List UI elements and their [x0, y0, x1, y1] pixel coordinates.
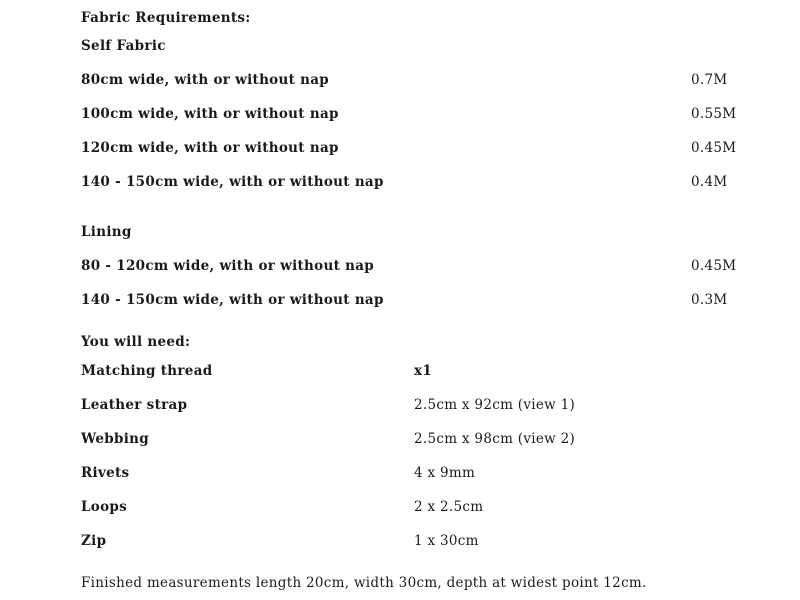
self-fabric-row-value: 0.45M: [691, 140, 737, 156]
self-fabric-row-value: 0.4M: [691, 174, 728, 190]
notion-row-label: Webbing: [81, 431, 150, 447]
notion-row-label: Loops: [81, 499, 128, 515]
self-fabric-heading: Self Fabric: [81, 38, 166, 54]
fabric-requirements-heading: Fabric Requirements:: [81, 10, 251, 26]
notions-heading: You will need:: [81, 334, 191, 350]
self-fabric-row-value: 0.7M: [691, 72, 728, 88]
notion-row-value: x1: [414, 363, 433, 379]
notion-row-label: Leather strap: [81, 397, 188, 413]
notion-row-label: Rivets: [81, 465, 130, 481]
notion-row-value: 2.5cm x 98cm (view 2): [414, 431, 576, 447]
finished-measurements-note: Finished measurements length 20cm, width 30cm, depth at widest point 12cm.: [81, 575, 647, 591]
notion-row-label: Matching thread: [81, 363, 213, 379]
notion-row-value: 2 x 2.5cm: [414, 499, 484, 515]
lining-row-value: 0.3M: [691, 292, 728, 308]
lining-row-label: 80 - 120cm wide, with or without nap: [81, 258, 375, 274]
self-fabric-row-label: 100cm wide, with or without nap: [81, 106, 339, 122]
lining-heading: Lining: [81, 224, 132, 240]
notion-row-value: 2.5cm x 92cm (view 1): [414, 397, 576, 413]
self-fabric-row-label: 140 - 150cm wide, with or without nap: [81, 174, 384, 190]
notion-row-label: Zip: [81, 533, 107, 549]
notion-row-value: 1 x 30cm: [414, 533, 479, 549]
self-fabric-row-label: 80cm wide, with or without nap: [81, 72, 330, 88]
self-fabric-row-value: 0.55M: [691, 106, 737, 122]
lining-row-label: 140 - 150cm wide, with or without nap: [81, 292, 384, 308]
lining-row-value: 0.45M: [691, 258, 737, 274]
self-fabric-row-label: 120cm wide, with or without nap: [81, 140, 339, 156]
notion-row-value: 4 x 9mm: [414, 465, 476, 481]
